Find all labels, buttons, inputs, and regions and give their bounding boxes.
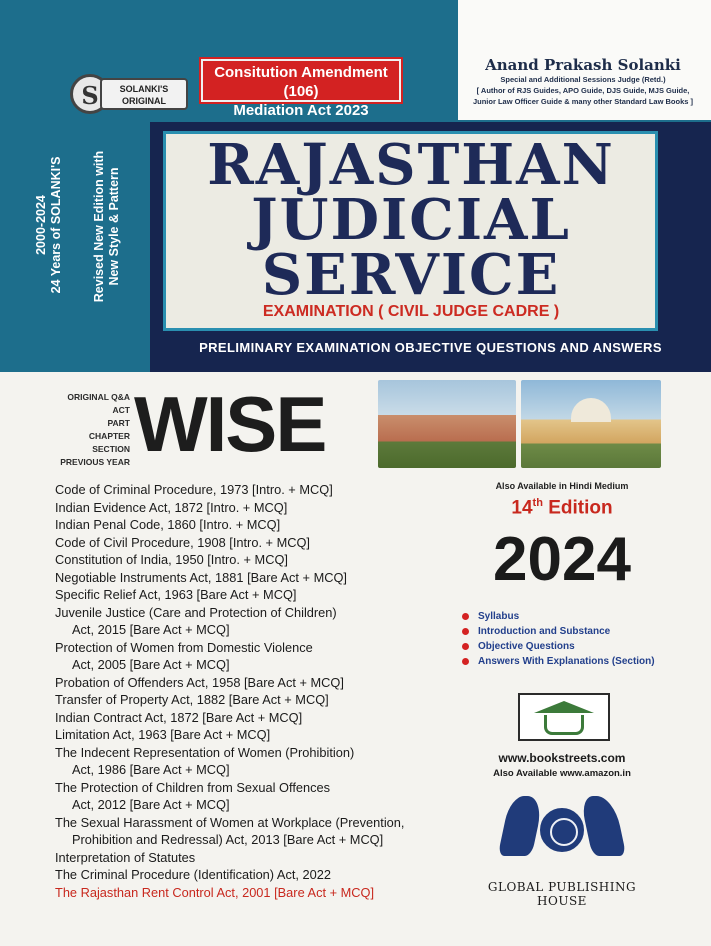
author-block (460, 56, 706, 107)
author-name: Anand Prakash Solanki (485, 56, 681, 74)
assembly-photo (521, 380, 661, 468)
hindi-note: Also Available in Hindi Medium (495, 481, 629, 491)
wise-heading: WISE (134, 380, 326, 468)
bookstreets-logo-icon (518, 693, 610, 741)
law-list-item: Probation of Offenders Act, 1958 [Bare Act + MCQ] (55, 674, 344, 690)
law-list-item: Prohibition and Redressal) Act, 2013 [Bare Act + MCQ] (72, 832, 384, 847)
feature-list-item: Introduction and Substance (462, 624, 692, 639)
years-line2: 24 Years of SOLANKI'S (49, 156, 63, 294)
wise-list (40, 391, 130, 469)
wise-list-item: ORIGINAL Q&A (67, 392, 130, 402)
law-list-item: Code of Criminal Procedure, 1973 [Intro. + MCQ] (55, 482, 333, 497)
title-line2: JUDICIAL (251, 187, 571, 253)
author-works-2: Junior Law Officer Guide & many other Standard Law Books ] (472, 97, 694, 106)
law-list-item: The Protection of Children from Sexual Offences (55, 779, 331, 795)
wise-list-item: PREVIOUS YEAR (60, 457, 130, 467)
years-line1: 2000-2024 (34, 195, 48, 255)
law-list-item: Code of Civil Procedure, 1908 [Intro. + MCQ] (55, 534, 310, 550)
solanki-original-logo (70, 72, 188, 116)
amazon-note: Also Available www.amazon.in (493, 768, 631, 779)
edition-word: Edition (548, 497, 613, 519)
high-court-photo (378, 380, 516, 468)
law-list-item: The Sexual Harassment of Women at Workplace (Prevention, (55, 814, 405, 830)
edition-number: 14 (511, 497, 533, 519)
amendment-badge (201, 59, 401, 119)
law-list-item: The Indecent Representation of Women (Prohibition) (55, 744, 355, 760)
wise-list-item: SECTION (92, 444, 130, 454)
law-list-item: Indian Evidence Act, 1872 [Intro. + MCQ] (55, 499, 288, 515)
law-list-item: Constitution of India, 1950 [Intro. + MCQ] (55, 552, 288, 567)
law-list-item: Limitation Act, 1963 [Bare Act + MCQ] (55, 727, 271, 742)
law-list-item: Specific Relief Act, 1963 [Bare Act + MCQ] (55, 587, 297, 602)
author-role: Special and Additional Sessions Judge (Retd.) (500, 75, 666, 84)
law-list-item: The Rajasthan Rent Control Act, 2001 [Bare Act + MCQ] (55, 884, 375, 900)
logo-line2: ORIGINAL (122, 96, 166, 106)
logo-tag (100, 78, 188, 110)
website-link[interactable]: www.bookstreets.com (498, 751, 626, 765)
publisher-name: GLOBAL PUBLISHING HOUSE (487, 880, 637, 908)
edition-suffix: th (532, 497, 543, 509)
badge-line2: Mediation Act 2023 (233, 102, 369, 119)
feature-list-item: Syllabus (462, 609, 692, 624)
law-list-item: Act, 2012 [Bare Act + MCQ] (72, 797, 230, 812)
law-list (55, 481, 455, 901)
law-list-item: Negotiable Instruments Act, 1881 [Bare Act + MCQ] (55, 569, 347, 585)
horse-right-icon (580, 796, 627, 856)
edition-label (462, 497, 662, 519)
logo-letter: S (81, 81, 99, 110)
law-list-item: Protection of Women from Domestic Violence (55, 639, 313, 655)
author-works-1: [ Author of RJS Guides, APO Guide, DJS Guide, MJS Guide, (476, 86, 690, 95)
edition-year: 2024 (493, 525, 631, 594)
law-list-item: Juvenile Justice (Care and Protection of Children) (55, 604, 337, 620)
law-list-item: Indian Contract Act, 1872 [Bare Act + MCQ] (55, 709, 303, 725)
years-label (34, 130, 64, 320)
title-line1: RAJASTHAN (207, 132, 615, 198)
publisher-logo-icon (500, 790, 624, 874)
revised-label (92, 129, 122, 324)
wise-list-item: CHAPTER (88, 431, 130, 441)
dome-shape (571, 398, 611, 422)
horse-left-icon (498, 796, 545, 856)
title-line3: SERVICE (261, 242, 561, 308)
law-list-item: Act, 2015 [Bare Act + MCQ] (72, 622, 230, 637)
revised-line1: Revised New Edition with (92, 150, 106, 303)
prelim-heading: PRELIMINARY EXAMINATION OBJECTIVE QUESTIONS AND ANSWERS (199, 340, 662, 355)
logo-line1: SOLANKI'S (119, 84, 169, 94)
badge-line1: Consitution Amendment (106) (214, 64, 388, 100)
wise-list-item: PART (107, 418, 130, 428)
feature-list (462, 609, 692, 669)
law-list-item: Indian Penal Code, 1860 [Intro. + MCQ] (55, 517, 281, 532)
globe-icon (540, 808, 584, 852)
revised-line2: New Style & Pattern (107, 167, 121, 286)
wise-list-item: ACT (112, 405, 130, 415)
law-list-item: Transfer of Property Act, 1882 [Bare Act + MCQ] (55, 692, 329, 707)
feature-list-item: Answers With Explanations (Section) (462, 654, 692, 669)
law-list-item: Act, 2005 [Bare Act + MCQ] (72, 657, 230, 672)
law-list-item: Act, 1986 [Bare Act + MCQ] (72, 762, 230, 777)
exam-subtitle: EXAMINATION ( CIVIL JUDGE CADRE ) (262, 303, 560, 320)
feature-list-item: Objective Questions (462, 639, 692, 654)
law-list-item: Interpretation of Statutes (55, 849, 196, 865)
law-list-item: The Criminal Procedure (Identification) Act, 2022 (55, 867, 331, 882)
